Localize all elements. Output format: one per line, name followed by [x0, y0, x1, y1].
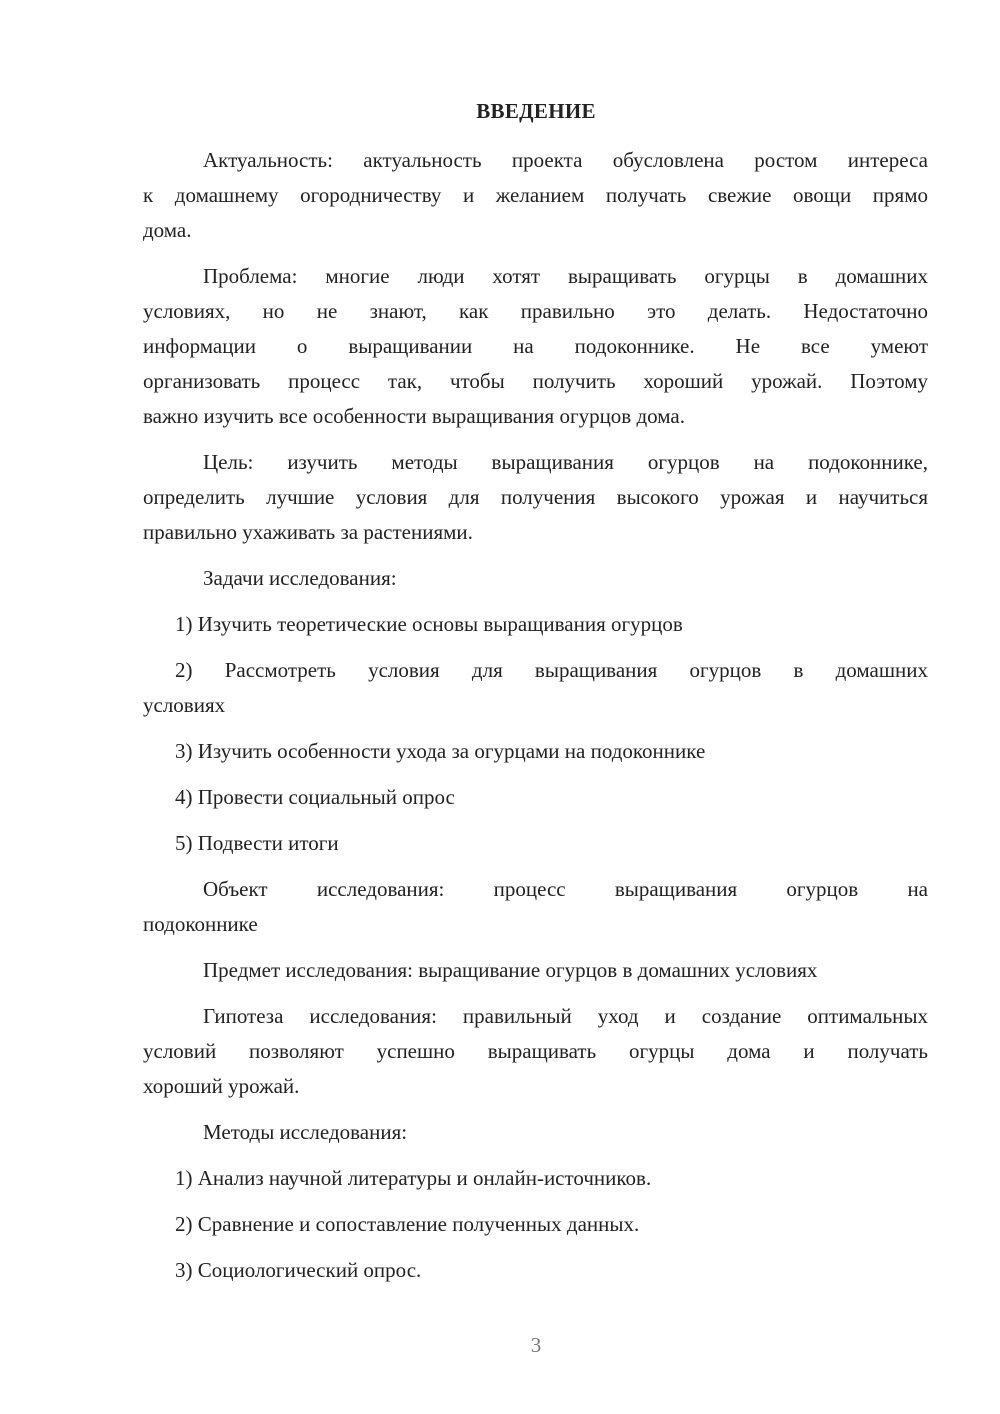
task-item-5: [143, 826, 928, 861]
text-line: дома.: [143, 218, 192, 242]
task-item-2: [143, 653, 928, 723]
methods-heading: [143, 1115, 928, 1150]
text-line: информации о выращивании на подоконнике. Не все умеют: [143, 334, 928, 358]
text-line: 1) Изучить теоретические основы выращивания огурцов: [175, 612, 683, 636]
text-line: Проблема: многие люди хотят выращивать огурцы в домашних: [203, 264, 928, 288]
text-line: подоконнике: [143, 912, 258, 936]
text-line: 2) Рассмотреть условия для выращивания огурцов в домашних: [175, 658, 928, 682]
goal-paragraph: [143, 445, 928, 550]
text-line: Гипотеза исследования: правильный уход и создание оптимальных: [203, 1004, 928, 1028]
task-item-1: [143, 607, 928, 642]
text-line: условиях: [143, 693, 226, 717]
text-line: правильно ухаживать за растениями.: [143, 520, 473, 544]
method-item-1: [143, 1161, 928, 1196]
task-item-3: [143, 734, 928, 769]
text-line: Цель: изучить методы выращивания огурцов на подоконнике,: [203, 450, 928, 474]
problem-paragraph: [143, 259, 928, 434]
text-line: 3) Социологический опрос.: [175, 1258, 422, 1282]
page-title: ВВЕДЕНИЕ: [476, 99, 596, 123]
text-line: организовать процесс так, чтобы получить хороший урожай. Поэтому: [143, 369, 928, 393]
task-item-4: [143, 780, 928, 815]
relevance-paragraph: [143, 143, 928, 248]
method-item-2: [143, 1207, 928, 1242]
text-line: Задачи исследования:: [203, 566, 397, 590]
object-paragraph: [143, 872, 928, 942]
document-body: [143, 143, 928, 1299]
text-line: 4) Провести социальный опрос: [175, 785, 455, 809]
subject-paragraph: [143, 953, 928, 988]
text-line: условий позволяют успешно выращивать огурцы дома и получать: [143, 1039, 928, 1063]
text-line: 5) Подвести итоги: [175, 831, 339, 855]
text-line: 1) Анализ научной литературы и онлайн-источников.: [175, 1166, 652, 1190]
tasks-heading: [143, 561, 928, 596]
text-line: хороший урожай.: [143, 1074, 300, 1098]
text-line: определить лучшие условия для получения высокого урожая и научиться: [143, 485, 928, 509]
hypothesis-paragraph: [143, 999, 928, 1104]
text-line: условиях, но не знают, как правильно это делать. Недостаточно: [143, 299, 928, 323]
text-line: 3) Изучить особенности ухода за огурцами на подоконнике: [175, 739, 706, 763]
text-line: важно изучить все особенности выращивания огурцов дома.: [143, 404, 685, 428]
text-line: 2) Сравнение и сопоставление полученных данных.: [175, 1212, 640, 1236]
method-item-3: [143, 1253, 928, 1288]
text-line: Предмет исследования: выращивание огурцов в домашних условиях: [203, 958, 818, 982]
text-line: к домашнему огородничеству и желанием получать свежие овощи прямо: [143, 183, 928, 207]
text-line: Актуальность: актуальность проекта обусловлена ростом интереса: [203, 148, 928, 172]
text-line: Методы исследования:: [203, 1120, 408, 1144]
page-number: 3: [530, 1333, 542, 1357]
text-line: Объект исследования: процесс выращивания огурцов на: [203, 877, 928, 901]
